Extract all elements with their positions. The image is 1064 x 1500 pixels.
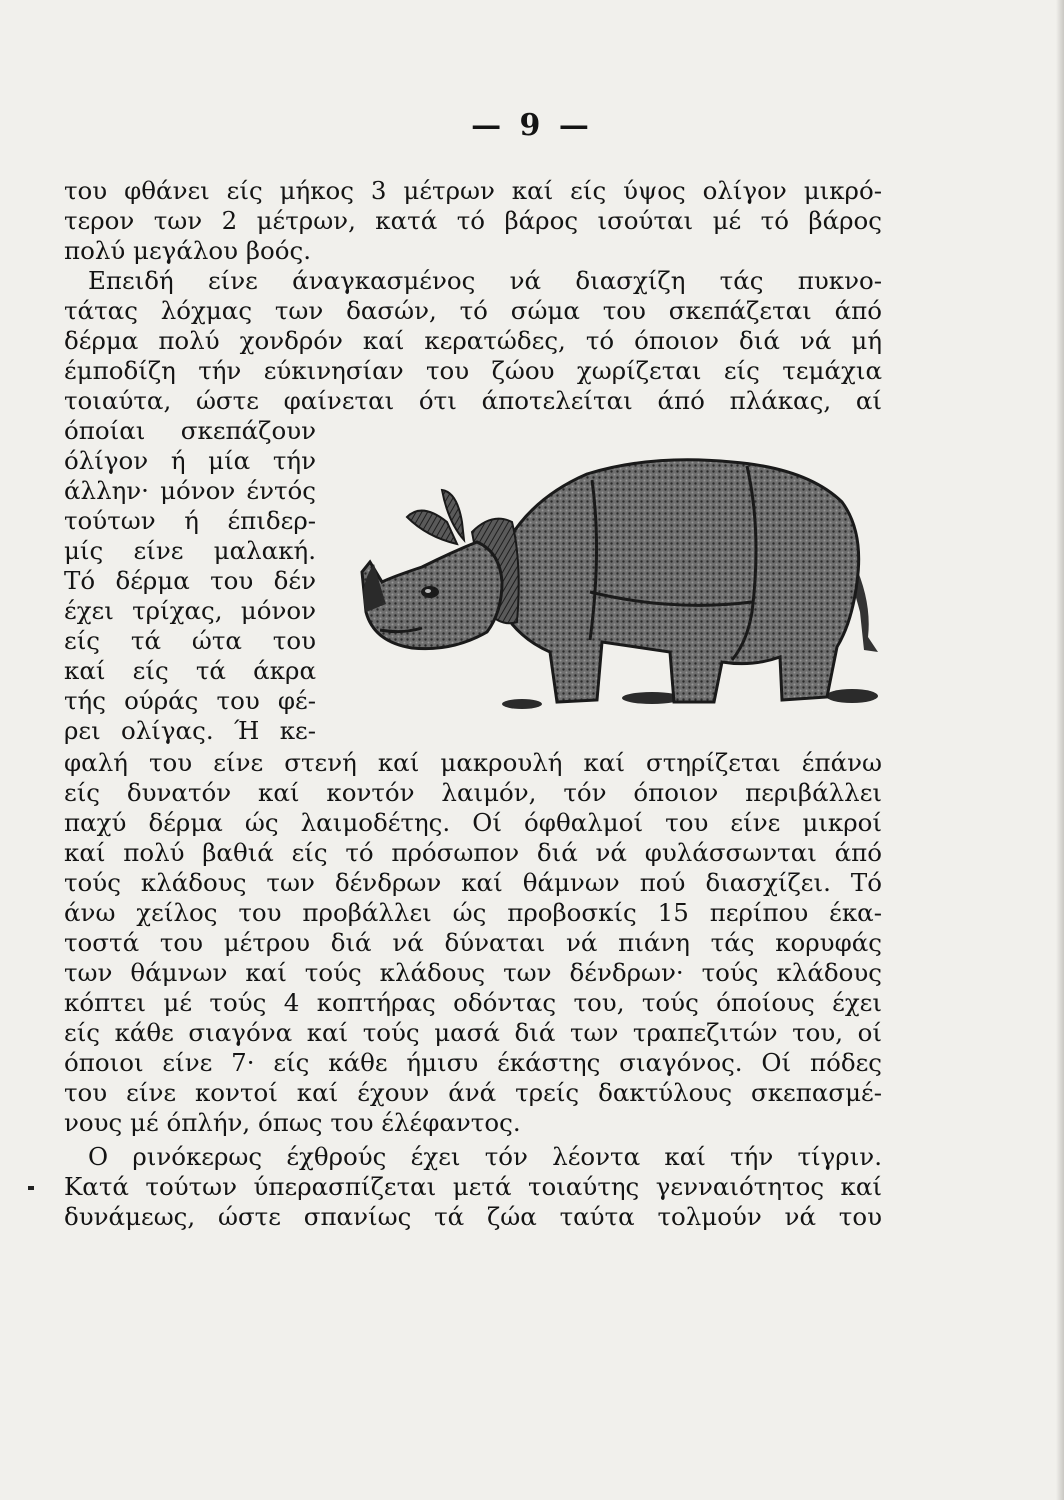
text-line: καί πολύ βαθιά είς τό πρόσωπον διά νά φυλάσσωνται άπό bbox=[64, 838, 882, 867]
text-line: Ο ρινόκερως έχθρούς έχει τόν λέοντα καί τήν τίγριν. bbox=[88, 1142, 882, 1171]
text-line: καί είς τά άκρα bbox=[64, 656, 316, 685]
text-line: είς δυνατόν καί κοντόν λαιμόν, τόν όποιον περιβάλλει bbox=[64, 778, 882, 807]
text-line: Επειδή είνε άναγκασμένος νά διασχίζη τάς πυκνο- bbox=[88, 266, 882, 295]
text-line: είς τά ώτα του bbox=[64, 626, 316, 655]
text-line: έμποδίζη τήν εύκινησίαν του ζώου χωρίζεται είς τεμάχια bbox=[64, 356, 882, 385]
page-number: — 9 — bbox=[471, 108, 593, 143]
body bbox=[502, 460, 859, 702]
text-line: μίς είνε μαλακή. bbox=[64, 536, 316, 565]
text-line: τής ούράς του φέ- bbox=[64, 686, 316, 715]
stray-print-mark bbox=[28, 1186, 34, 1190]
text-line: των θάμνων καί τούς κλάδους των δένδρων· τούς κλάδους bbox=[64, 958, 882, 987]
text-line: παχύ δέρμα ώς λαιμοδέτης. Οί όφθαλμοί του είνε μικροί bbox=[64, 808, 882, 837]
text-line: άνω χείλος του προβάλλει ώς προβοσκίς 15 περίπου έκα- bbox=[64, 898, 882, 927]
text-line: νους μέ όπλήν, όπως του έλέφαντος. bbox=[64, 1108, 521, 1137]
text-line: έχει τρίχας, μόνον bbox=[64, 596, 316, 625]
text-line: κόπτει μέ τούς 4 κοπτήρας οδόντας του, τούς όποίους έχει bbox=[64, 988, 882, 1017]
text-line: του είνε κοντοί καί έχουν άνά τρείς δακτύλους σκεπασμέ- bbox=[64, 1078, 882, 1107]
text-line: τερον των 2 μέτρων, κατά τό βάρος ισούται μέ τό βάρος bbox=[64, 206, 882, 235]
text-line: τοστά του μέτρου διά νά δύναται νά πιάνη τάς κορυφάς bbox=[64, 928, 882, 957]
text-line: τούς κλάδους των δένδρων καί θάμνων πού διασχίζει. Τό bbox=[64, 868, 882, 897]
text-line: Τό δέρμα του δέν bbox=[64, 566, 316, 595]
text-line: Κατά τούτων ύπερασπίζεται μετά τοιαύτης γενναιότητος καί bbox=[64, 1172, 882, 1201]
text-line: είς κάθε σιαγόνα καί τούς μασά διά των τραπεζιτών του, οί bbox=[64, 1018, 882, 1047]
text-line: δυνάμεως, ώστε σπανίως τά ζώα ταύτα τολμούν νά του bbox=[64, 1202, 882, 1231]
text-line: ρει ολίγας. Ή κε- bbox=[64, 716, 316, 745]
text-line: πολύ μεγάλου βοός. bbox=[64, 236, 311, 265]
text-line: όλίγον ή μία τήν bbox=[64, 446, 316, 475]
text-line: όποιοι είνε 7· είς κάθε ήμισυ έκάστης σιαγόνος. Οί πόδες bbox=[64, 1048, 882, 1077]
text-line: του φθάνει είς μήκος 3 μέτρων καί είς ύψος ολίγον μικρό- bbox=[64, 176, 882, 205]
text-line: φαλή του είνε στενή καί μακρουλή καί στηρίζεται έπάνω bbox=[64, 748, 882, 777]
text-line: τάτας λόχμας των δασών, τό σώμα του σκεπάζεται άπό bbox=[64, 296, 882, 325]
rhinoceros-illustration bbox=[352, 452, 882, 724]
text-line: τούτων ή έπιδερ- bbox=[64, 506, 316, 535]
text-line: όποίαι σκεπάζουν bbox=[64, 416, 316, 445]
text-line: τοιαύτα, ώστε φαίνεται ότι άποτελείται άπό πλάκας, αί bbox=[64, 386, 882, 415]
page-edge-shadow bbox=[1056, 0, 1064, 1500]
text-line: άλλην· μόνον έντός bbox=[64, 476, 316, 505]
text-line: δέρμα πολύ χονδρόν καί κερατώδες, τό όποιον διά νά μή bbox=[64, 326, 882, 355]
